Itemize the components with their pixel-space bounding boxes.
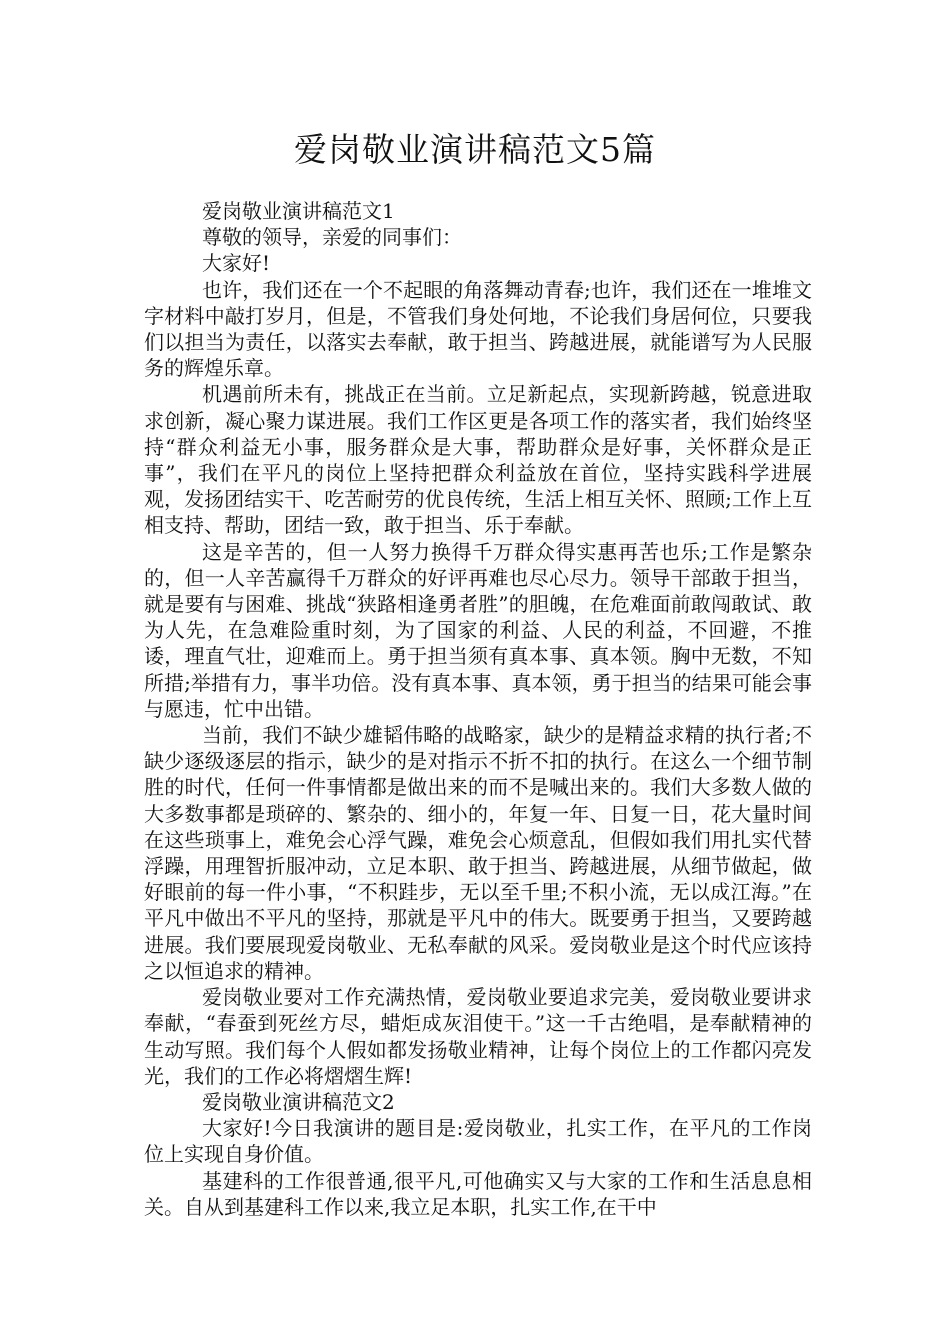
paragraph: 当前，我们不缺少雄韬伟略的战略家，缺少的是精益求精的执行者;不缺少逐级逐层的指示，缺少的是对指示不折不扣的执行。在这么一个细节制胜的时代，任何一件事情都是做出来的而不是喊出来的。我们大多数人做的大多数事都是琐碎的、繁杂的、细小的，年复一年、日复一日，花大量时间在这些琐事上，难免会心浮气躁，难免会心烦意乱，但假如我们用扎实代替浮躁，用理智折服冲动，立足本职、敢于担当、跨越进展，从细节做起，做好眼前的每一件小事，“不积跬步，无以至千里;不积小流，无以成江海。”在平凡中做出不平凡的坚持，那就是平凡中的伟大。既要勇于担当，又要跨越进展。我们要展现爱岗敬业、无私奉献的风采。爱岗敬业是这个时代应该持之以恒追求的精神。: [144, 723, 812, 983]
salutation: 尊敬的领导，亲爱的同事们：: [202, 225, 462, 250]
paragraph: 这是辛苦的，但一人努力换得千万群众得实惠再苦也乐;工作是繁杂的，但一人辛苦赢得千万群众的好评再难也尽心尽力。领导干部敢于担当，就是要有与困难、挑战“狭路相逢勇者胜”的胆魄，在危难面前敢闯敢试、敢为人先，在急难险重时刻，为了国家的利益、人民的利益，不回避，不推诿，理直气壮，迎难而上。勇于担当须有真本事、真本领。胸中无数，不知所措;举措有力，事半功倍。没有真本事、真本领，勇于担当的结果可能会事与愿违，忙中出错。: [144, 539, 812, 721]
document-body: [144, 198, 812, 1220]
section-heading: 爱岗敬业演讲稿范文1: [202, 199, 395, 223]
paragraph: 基建科的工作很普通,很平凡,可他确实又与大家的工作和生活息息相关。自从到基建科工作以来,我立足本职，扎实工作,在干中: [144, 1168, 812, 1219]
greeting: 大家好!: [202, 251, 271, 276]
paragraph: 也许，我们还在一个不起眼的角落舞动青春;也许，我们还在一堆堆文字材料中敲打岁月，但是，不管我们身处何地，不论我们身居何位，只要我们以担当为责任，以落实去奉献，敢于担当、跨越进展，就能谱写为人民服务的辉煌乐章。: [144, 277, 812, 381]
section-heading: 爱岗敬业演讲稿范文2: [202, 1089, 395, 1114]
paragraph: 机遇前所未有，挑战正在当前。立足新起点，实现新跨越，锐意进取求创新，凝心聚力谋进展。我们工作区更是各项工作的落实者，我们始终坚持“群众利益无小事，服务群众是大事，帮助群众是好事，关怀群众是正事”，我们在平凡的岗位上坚持把群众利益放在首位，坚持实践科学进展观，发扬团结实干、吃苦耐劳的优良传统，生活上相互关怀、照顾;工作上互相支持、帮助，团结一致，敢于担当、乐于奉献。: [144, 382, 812, 538]
paragraph: 大家好!今日我演讲的题目是:爱岗敬业，扎实工作，在平凡的工作岗位上实现自身价值。: [144, 1116, 812, 1167]
paragraph: 爱岗敬业要对工作充满热情，爱岗敬业要追求完美，爱岗敬业要讲求奉献，“春蚕到死丝方尽，蜡炬成灰泪使干。”这一千古绝唱，是奉献精神的生动写照。我们每个人假如都发扬敬业精神，让每个岗位上的工作都闪亮发光，我们的工作必将熠熠生辉!: [144, 985, 812, 1088]
document-title: 爱岗敬业演讲稿范文5篇: [294, 130, 656, 169]
